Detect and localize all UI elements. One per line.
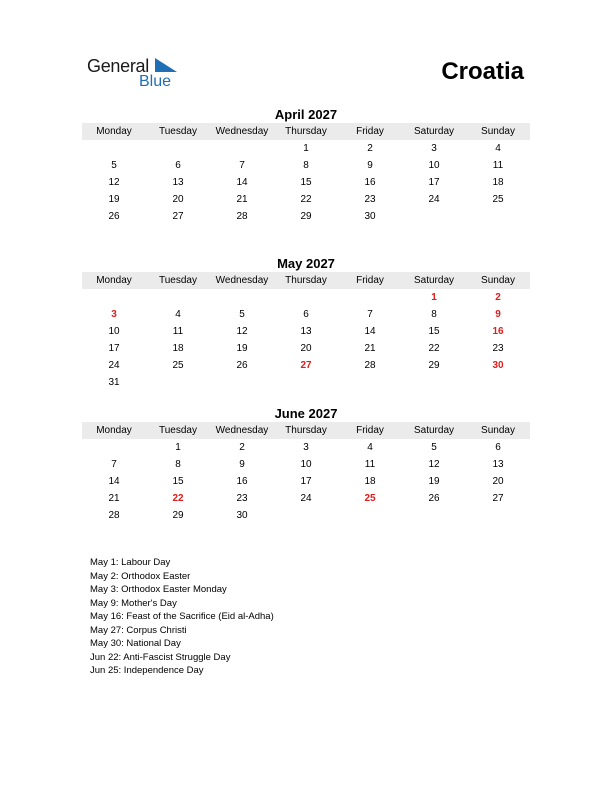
day-cell: 18	[492, 177, 504, 188]
month-title: April 2027	[274, 107, 338, 122]
logo-general-text: General	[87, 56, 149, 76]
holiday-note: May 16: Feast of the Sacrifice (Eid al-Adha)	[90, 611, 274, 622]
day-cell: 4	[367, 442, 373, 453]
holiday-day-cell: 3	[111, 309, 117, 320]
day-cell: 11	[492, 160, 504, 171]
holiday-day-cell: 30	[492, 360, 504, 371]
day-cell: 21	[236, 194, 248, 205]
empty-cell	[210, 289, 274, 306]
day-cell: 27	[492, 493, 504, 504]
holiday-day-cell: 1	[431, 292, 437, 303]
weekday-header: Friday	[338, 272, 402, 289]
day-cell: 15	[428, 326, 440, 337]
day-cell: 14	[108, 476, 120, 487]
day-cell: 26	[428, 493, 440, 504]
empty-cell	[146, 140, 210, 157]
holiday-note: May 1: Labour Day	[90, 557, 171, 568]
day-cell: 26	[108, 211, 120, 222]
day-cell: 22	[300, 194, 312, 205]
day-cell: 15	[300, 177, 312, 188]
day-cell: 4	[495, 143, 501, 154]
holiday-day-cell: 22	[172, 493, 184, 504]
empty-cell	[82, 439, 146, 456]
day-cell: 6	[495, 442, 501, 453]
holiday-note: May 30: National Day	[90, 638, 181, 649]
day-cell: 9	[239, 459, 245, 470]
logo-blue-text: Blue	[139, 73, 172, 90]
day-cell: 16	[236, 476, 248, 487]
brand-logo	[87, 56, 187, 92]
day-cell: 13	[172, 177, 184, 188]
weekday-header: Sunday	[466, 272, 530, 289]
empty-cell	[210, 140, 274, 157]
holiday-note: Jun 22: Anti-Fascist Struggle Day	[90, 651, 231, 663]
day-cell: 29	[300, 211, 312, 222]
day-cell: 28	[108, 510, 120, 521]
holiday-day-cell: 2	[495, 292, 501, 303]
holiday-note: Jun 25: Independence Day	[90, 665, 204, 676]
day-cell: 8	[431, 309, 437, 320]
day-cell: 19	[108, 194, 120, 205]
day-cell: 5	[111, 160, 117, 171]
day-cell: 7	[239, 160, 245, 171]
day-cell: 5	[239, 309, 245, 320]
day-cell: 3	[303, 442, 309, 453]
holiday-day-cell: 16	[492, 326, 504, 337]
day-cell: 19	[428, 476, 440, 487]
day-cell: 29	[428, 360, 440, 371]
empty-cell	[82, 289, 146, 306]
day-cell: 10	[428, 160, 440, 171]
day-cell: 8	[175, 459, 181, 470]
day-cell: 1	[175, 442, 181, 453]
holiday-note: May 2: Orthodox Easter	[90, 570, 191, 582]
day-cell: 2	[367, 143, 373, 154]
day-cell: 24	[428, 194, 440, 205]
day-cell: 9	[367, 160, 373, 171]
day-cell: 11	[364, 459, 376, 470]
day-cell: 26	[236, 360, 248, 371]
weekday-header: Saturday	[402, 272, 466, 289]
weekday-header: Tuesday	[146, 123, 210, 140]
weekday-header: Saturday	[402, 123, 466, 140]
month-title: June 2027	[274, 406, 338, 421]
day-cell: 23	[492, 343, 504, 354]
day-cell: 25	[172, 360, 184, 371]
day-cell: 29	[172, 510, 184, 521]
weekday-header: Thursday	[274, 272, 338, 289]
day-cell: 5	[431, 442, 437, 453]
day-cell: 28	[364, 360, 376, 371]
day-cell: 13	[492, 459, 504, 470]
day-cell: 1	[303, 143, 309, 154]
day-cell: 25	[492, 194, 504, 205]
weekday-header: Tuesday	[146, 422, 210, 439]
month-calendar-june	[82, 406, 530, 524]
holiday-day-cell: 25	[364, 493, 376, 504]
day-cell: 6	[175, 160, 181, 171]
country-title: Croatia	[441, 58, 524, 85]
day-cell: 20	[172, 194, 184, 205]
weekday-header: Thursday	[274, 422, 338, 439]
day-cell: 12	[428, 459, 440, 470]
day-cell: 20	[300, 343, 312, 354]
day-cell: 31	[108, 377, 120, 388]
day-cell: 24	[300, 493, 312, 504]
day-cell: 3	[431, 143, 437, 154]
day-cell: 14	[236, 177, 248, 188]
weekday-header: Tuesday	[146, 272, 210, 289]
day-cell: 7	[367, 309, 373, 320]
empty-cell	[274, 289, 338, 306]
day-cell: 10	[300, 459, 312, 470]
day-cell: 19	[236, 343, 248, 354]
month-grid	[82, 422, 530, 524]
weekday-header: Friday	[338, 123, 402, 140]
weekday-header: Thursday	[274, 123, 338, 140]
day-cell: 21	[364, 343, 376, 354]
day-cell: 6	[303, 309, 309, 320]
weekday-header: Monday	[82, 272, 146, 289]
day-cell: 30	[364, 211, 376, 222]
month-grid	[82, 272, 530, 391]
weekday-header: Friday	[338, 422, 402, 439]
weekday-header: Monday	[82, 123, 146, 140]
day-cell: 24	[108, 360, 120, 371]
day-cell: 10	[108, 326, 120, 337]
day-cell: 15	[172, 476, 184, 487]
day-cell: 12	[108, 177, 120, 188]
day-cell: 27	[172, 211, 184, 222]
day-cell: 16	[364, 177, 376, 188]
day-cell: 22	[428, 343, 440, 354]
logo-flag-icon	[155, 58, 177, 74]
day-cell: 23	[364, 194, 376, 205]
month-calendar-april	[82, 107, 530, 225]
holiday-note: May 27: Corpus Christi	[90, 624, 187, 636]
day-cell: 18	[364, 476, 376, 487]
day-cell: 12	[236, 326, 248, 337]
month-calendar-may	[82, 256, 530, 391]
day-cell: 2	[239, 442, 245, 453]
day-cell: 11	[172, 326, 184, 337]
day-cell: 21	[108, 493, 120, 504]
day-cell: 7	[111, 459, 117, 470]
day-cell: 14	[364, 326, 376, 337]
holiday-notes	[90, 556, 274, 678]
holiday-day-cell: 9	[495, 309, 501, 320]
day-cell: 13	[300, 326, 312, 337]
holiday-day-cell: 27	[300, 360, 312, 371]
empty-cell	[338, 289, 402, 306]
empty-cell	[82, 140, 146, 157]
weekday-header: Monday	[82, 422, 146, 439]
day-cell: 20	[492, 476, 504, 487]
holiday-note: May 9: Mother's Day	[90, 597, 177, 609]
day-cell: 8	[303, 160, 309, 171]
day-cell: 18	[172, 343, 184, 354]
day-cell: 17	[108, 343, 120, 354]
empty-cell	[146, 289, 210, 306]
day-cell: 30	[236, 510, 248, 521]
weekday-header: Wednesday	[210, 422, 274, 439]
day-cell: 28	[236, 211, 248, 222]
month-grid	[82, 123, 530, 225]
day-cell: 17	[300, 476, 312, 487]
weekday-header: Sunday	[466, 123, 530, 140]
holiday-note: May 3: Orthodox Easter Monday	[90, 584, 227, 595]
weekday-header: Wednesday	[210, 272, 274, 289]
weekday-header: Saturday	[402, 422, 466, 439]
day-cell: 23	[236, 493, 248, 504]
month-title: May 2027	[277, 256, 335, 271]
day-cell: 17	[428, 177, 440, 188]
weekday-header: Wednesday	[210, 123, 274, 140]
weekday-header: Sunday	[466, 422, 530, 439]
day-cell: 4	[175, 309, 181, 320]
